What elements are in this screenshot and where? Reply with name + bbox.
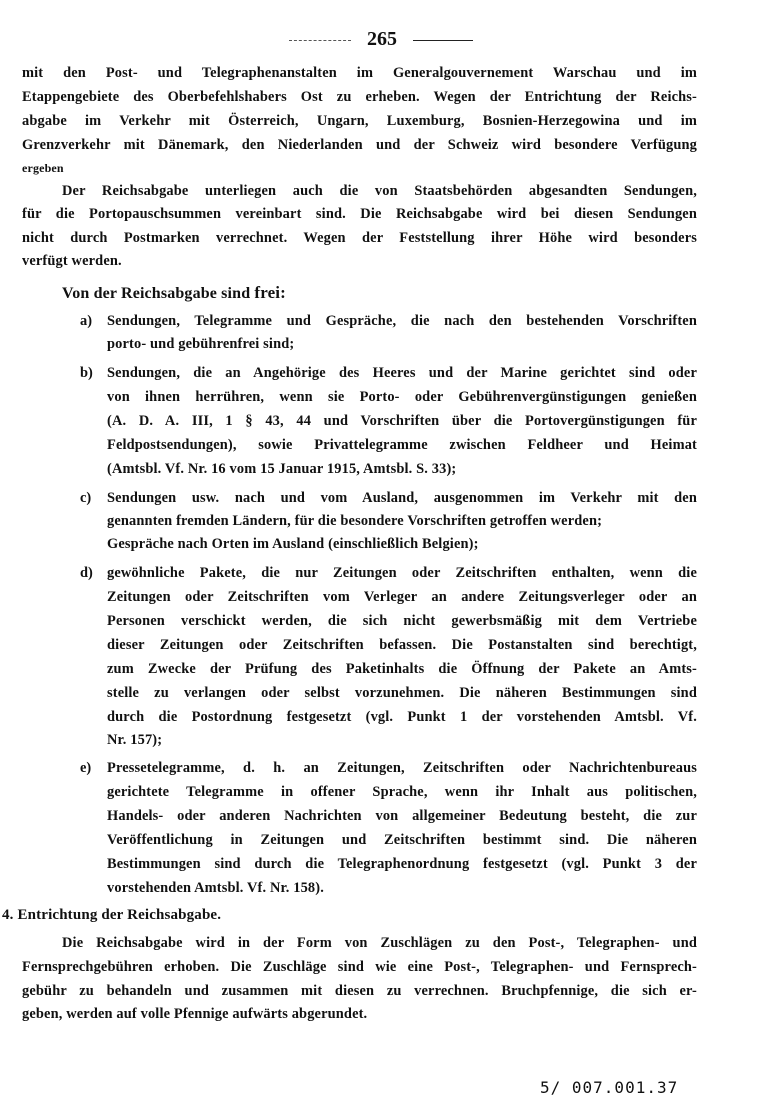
text-line: Zeitungen oder Zeitschriften vom Verleger an andere Zeitungsverleger oder an: [107, 589, 697, 605]
text-line: (Amtsbl. Vf. Nr. 16 vom 15 Januar 1915, Amtsbl. S. 33);: [107, 461, 457, 477]
text-line: gerichtete Telegramme in offener Sprache, wenn ihr Inhalt aus politischen,: [107, 784, 697, 800]
text-line: Sendungen usw. nach und vom Ausland, ausgenommen im Verkehr mit den: [107, 490, 697, 506]
text-line: genannten fremden Ländern, für die besondere Vorschriften getroffen werden;: [107, 513, 603, 529]
text-line: Veröffentlichung in Zeitungen und Zeitschriften bestimmt sind. Die näheren: [107, 832, 697, 848]
section-number: 4.: [2, 907, 14, 923]
text-line: Gespräche nach Orten im Ausland (einschließlich Belgien);: [107, 536, 479, 552]
text-line: dieser Zeitungen oder Zeitschriften befassen. Die Postanstalten sind berechtigt,: [107, 637, 697, 653]
text-line: durch die Postordnung festgesetzt (vgl. Punkt 1 der vorstehenden Amtsbl. Vf.: [107, 709, 697, 725]
archive-signature: 5/ 007.001.37: [540, 1078, 679, 1097]
item-label: a): [80, 313, 92, 329]
item-label: b): [80, 365, 93, 381]
text-line: abgabe im Verkehr mit Österreich, Ungarn, Luxemburg, Bosnien-Herzegowina und im: [22, 113, 697, 129]
text-line: Sendungen, Telegramme und Gespräche, die nach den bestehenden Vorschriften: [107, 313, 697, 329]
text-line: Personen verschickt werden, die sich nicht gewerbsmäßig mit dem Vertriebe: [107, 613, 697, 629]
text-line: nicht durch Postmarken verrechnet. Wegen der Feststellung ihrer Höhe wird besonders: [22, 230, 697, 246]
item-label: c): [80, 490, 92, 506]
text-line: porto- und gebührenfrei sind;: [107, 336, 295, 352]
text-line: gewöhnliche Pakete, die nur Zeitungen oder Zeitschriften enthalten, wenn die: [107, 565, 697, 581]
section-title: Entrichtung der Reichsabgabe.: [17, 907, 222, 923]
text-line: Sendungen, die an Angehörige des Heeres und der Marine gerichtet sind oder: [107, 365, 697, 381]
header-rule-right: [413, 40, 473, 41]
text-line: geben, werden auf volle Pfennige aufwärts abgerundet.: [22, 1006, 368, 1022]
text-line: Die Reichsabgabe wird in der Form von Zuschlägen zu den Post-, Telegraphen- und: [62, 935, 697, 951]
text-line: verfügt werden.: [22, 253, 122, 269]
text-line: Fernsprechgebühren erhoben. Die Zuschläge sind wie eine Post-, Telegraphen- und Fernsprech-: [22, 959, 697, 975]
page-number: 265: [367, 28, 397, 50]
text-line: zum Zwecke der Prüfung des Paketinhalts die Öffnung der Pakete an Amts-: [107, 661, 697, 677]
text-line: für die Portopauschsummen vereinbart sind. Die Reichsabgabe wird bei diesen Sendungen: [22, 206, 697, 222]
text-line: Der Reichsabgabe unterliegen auch die von Staatsbehörden abgesandten Sendungen,: [62, 183, 697, 199]
exemptions-heading-text: Von der Reichsabgabe sind: [62, 285, 255, 302]
text-line: stelle zu verlangen oder selbst vorzunehmen. Die näheren Bestimmungen sind: [107, 685, 697, 701]
text-line: Feldpostsendungen), sowie Privattelegramme zwischen Feldheer und Heimat: [107, 437, 697, 453]
text-line: vorstehenden Amtsbl. Vf. Nr. 158).: [107, 880, 324, 896]
text-line: Nr. 157);: [107, 732, 163, 748]
text-line: Etappengebiete des Oberbefehlshabers Ost zu erheben. Wegen der Entrichtung der Reichs-: [22, 89, 697, 105]
text-line: Handels- oder anderen Nachrichten von allgemeiner Bedeutung besteht, die zur: [107, 808, 697, 824]
header-rule-left: [289, 40, 351, 41]
exemptions-heading-emphasis: frei:: [254, 283, 286, 302]
text-line: ergeben: [22, 161, 64, 175]
item-label: d): [80, 565, 93, 581]
text-line: gebühr zu behandeln und zusammen mit diesen zu verrechnen. Bruchpfennige, die sich er-: [22, 983, 697, 999]
page-header: [0, 28, 762, 51]
item-label: e): [80, 760, 92, 776]
text-line: Pressetelegramme, d. h. an Zeitungen, Zeitschriften oder Nachrichtenbureaus: [107, 760, 697, 776]
exemptions-heading: [62, 282, 286, 305]
text-line: von ihnen herrühren, wenn sie Porto- oder Gebührenvergünstigungen genießen: [107, 389, 697, 405]
text-line: Grenzverkehr mit Dänemark, den Niederlanden und der Schweiz wird besondere Verfügung: [22, 137, 697, 153]
text-line: (A. D. A. III, 1 § 43, 44 und Vorschriften über die Portovergünstigungen für: [107, 413, 697, 429]
section-heading: [2, 904, 221, 926]
text-line: Bestimmungen sind durch die Telegraphenordnung festgesetzt (vgl. Punkt 3 der: [107, 856, 697, 872]
text-line: mit den Post- und Telegraphenanstalten im Generalgouvernement Warschau und im: [22, 65, 697, 81]
